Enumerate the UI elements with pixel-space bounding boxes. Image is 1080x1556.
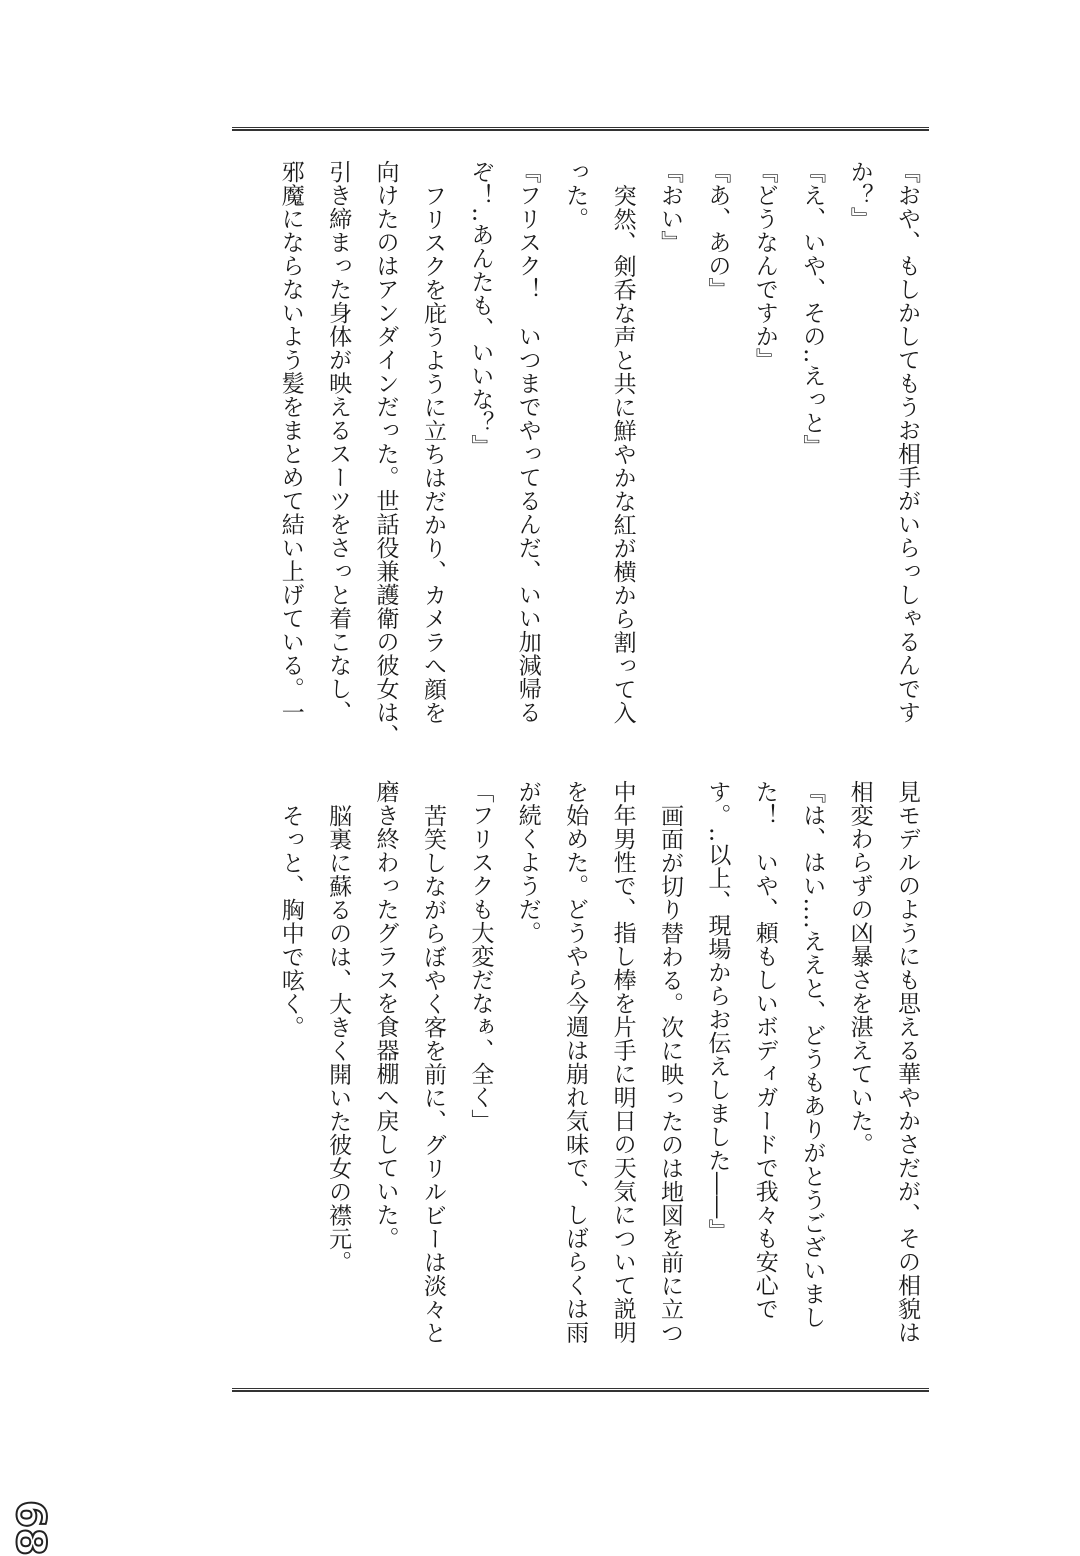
- text-line: 突然、剣呑な声と共に鮮やかな紅が横から割って入: [609, 183, 636, 724]
- lower-text-block: [266, 780, 930, 1360]
- text-line: 『おや、もしかしてもうお相手がいらっしゃるんです: [894, 160, 920, 724]
- text-line: た！ いや、頼もしいボディガードで我々も安心で: [751, 780, 778, 1321]
- text-line: そっと、胸中で呟く。: [277, 803, 304, 1039]
- text-line: 『どうなんですか』: [751, 160, 778, 372]
- text-line: ぞ！‥あんたも、いいな？』: [467, 160, 494, 458]
- text-line: 『え、いや、その‥えっと』: [799, 160, 826, 458]
- text-line: 磨き終わったグラスを食器棚へ戻していた。: [372, 780, 399, 1250]
- text-line: 脳裏に蘇るのは、大きく開いた彼女の襟元。: [325, 803, 352, 1274]
- text-line: った。: [562, 160, 589, 231]
- text-line: 苦笑しながらぼやく客を前に、グリルビーは淡々と: [419, 803, 446, 1344]
- page-number: 68: [6, 1500, 53, 1556]
- bottom-rule: [232, 1388, 929, 1392]
- text-line: 向けたのはアンダインだった。世話役兼護衛の彼女は、: [372, 160, 399, 748]
- text-line: 『おい』: [656, 160, 683, 254]
- text-line: 『フリスク！ いつまでやってるんだ、いい加減帰る: [514, 160, 541, 724]
- text-line: 見モデルのようにも思える華やかさだが、その相貌は: [894, 780, 920, 1344]
- text-line: 『あ、あの』: [704, 160, 731, 301]
- text-line: か？』: [846, 160, 873, 231]
- text-line: 『は、はい‥‥ええと、どうもありがとうございまし: [799, 780, 826, 1329]
- top-rule: [232, 127, 929, 131]
- upper-text-block: [266, 160, 930, 748]
- text-line: 「フリスクも大変だなぁ、全く」: [467, 780, 494, 1133]
- text-line: す。‥以上、現場からお伝えしました――』: [704, 780, 731, 1243]
- text-line: 相変わらずの凶暴さを湛えていた。: [846, 780, 873, 1156]
- text-line: フリスクを庇うように立ちはだかり、カメラへ顔を: [419, 183, 446, 724]
- text-line: 邪魔にならないよう髪をまとめて結い上げている。一: [277, 160, 304, 724]
- text-line: 引き締まった身体が映えるスーツをさっと着こなし、: [325, 160, 352, 724]
- text-line: 中年男性で、指し棒を片手に明日の天気について説明: [609, 780, 636, 1344]
- text-line: 画面が切り替わる。次に映ったのは地図を前に立つ: [656, 803, 683, 1344]
- text-line: が続くようだ。: [514, 780, 541, 945]
- text-line: を始めた。どうやら今週は崩れ気味で、しばらくは雨: [562, 780, 589, 1344]
